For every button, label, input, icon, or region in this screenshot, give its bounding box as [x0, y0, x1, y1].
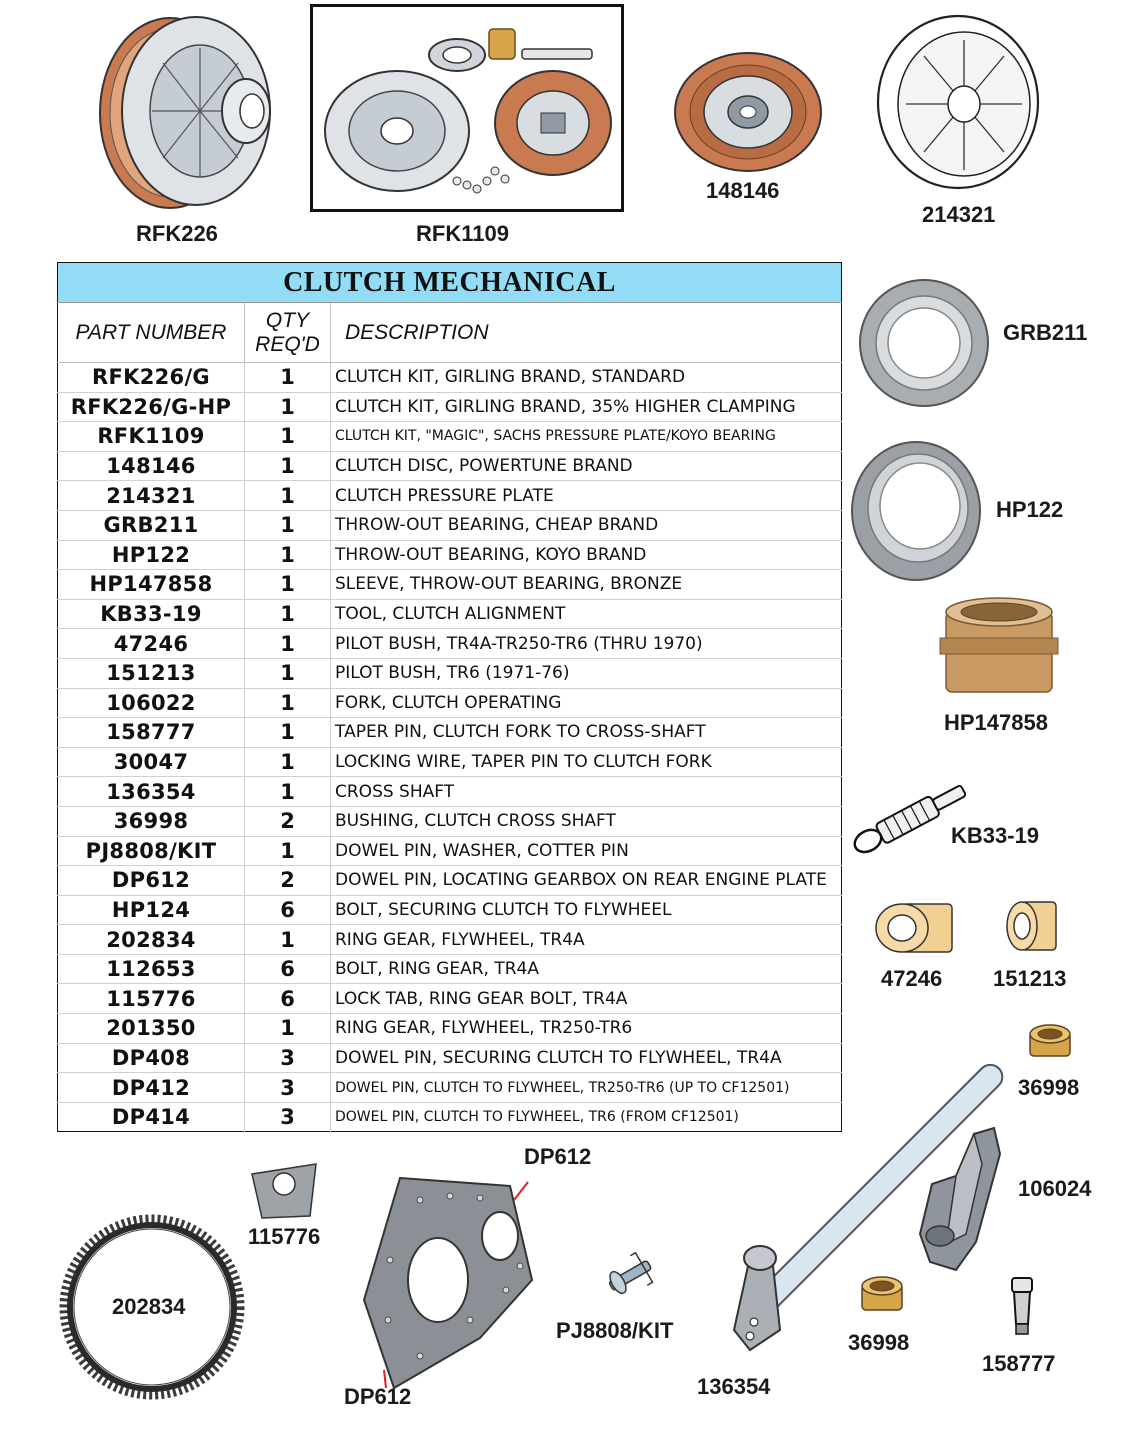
- table-row: [58, 806, 842, 836]
- throwout-bearing-hp122-illustration: [848, 438, 984, 584]
- part-number-cell: 158777: [58, 718, 245, 748]
- pilot-bush-151213-illustration: [1004, 896, 1060, 956]
- table-row: [58, 540, 842, 570]
- qty-cell: 1: [245, 925, 331, 955]
- description-cell: THROW-OUT BEARING, CHEAP BRAND: [331, 510, 842, 540]
- part-number-cell: HP124: [58, 895, 245, 925]
- qty-cell: 6: [245, 984, 331, 1014]
- qty-cell: 3: [245, 1073, 331, 1103]
- table-row: [58, 510, 842, 540]
- bushing-36998-top-illustration: [1024, 1022, 1076, 1062]
- part-number-cell: RFK1109: [58, 422, 245, 452]
- description-cell: RING GEAR, FLYWHEEL, TR4A: [331, 925, 842, 955]
- description-cell: RING GEAR, FLYWHEEL, TR250-TR6: [331, 1014, 842, 1044]
- part-number-cell: HP147858: [58, 570, 245, 600]
- description-cell: BUSHING, CLUTCH CROSS SHAFT: [331, 806, 842, 836]
- label-grb211: GRB211: [1003, 320, 1088, 345]
- description-cell: CLUTCH KIT, GIRLING BRAND, 35% HIGHER CLAMPING: [331, 392, 842, 422]
- qty-cell: 1: [245, 836, 331, 866]
- qty-cell: 1: [245, 777, 331, 807]
- label-158777: 158777: [982, 1351, 1056, 1376]
- label-214321: 214321: [922, 202, 996, 227]
- table-row: [58, 570, 842, 600]
- table-row: [58, 836, 842, 866]
- taper-pin-158777-illustration: [1004, 1272, 1040, 1338]
- label-202834: 202834: [112, 1294, 186, 1319]
- table-row: [58, 747, 842, 777]
- table-row: [58, 866, 842, 896]
- table-row: [58, 925, 842, 955]
- label-36998-top: 36998: [1018, 1075, 1080, 1100]
- pilot-bush-47246-illustration: [872, 898, 958, 958]
- lock-tab-115776-illustration: [248, 1160, 320, 1222]
- qty-cell: 1: [245, 570, 331, 600]
- table-row: [58, 984, 842, 1014]
- part-number-cell: RFK226/G-HP: [58, 392, 245, 422]
- label-148146: 148146: [706, 178, 780, 203]
- qty-cell: 1: [245, 599, 331, 629]
- part-number-cell: DP408: [58, 1043, 245, 1073]
- qty-cell: 1: [245, 481, 331, 511]
- clutch-assembly-rfk226-illustration: [88, 8, 288, 218]
- table-row: [58, 363, 842, 393]
- table-row: [58, 451, 842, 481]
- description-cell: CLUTCH PRESSURE PLATE: [331, 481, 842, 511]
- part-number-cell: HP122: [58, 540, 245, 570]
- column-header-qty: [245, 303, 331, 363]
- description-cell: PILOT BUSH, TR4A-TR250-TR6 (THRU 1970): [331, 629, 842, 659]
- table-row: [58, 688, 842, 718]
- qty-cell: 2: [245, 806, 331, 836]
- part-number-cell: GRB211: [58, 510, 245, 540]
- part-number-cell: DP612: [58, 866, 245, 896]
- description-cell: LOCK TAB, RING GEAR BOLT, TR4A: [331, 984, 842, 1014]
- clutch-mechanical-parts-table: [57, 262, 842, 1132]
- description-cell: DOWEL PIN, WASHER, COTTER PIN: [331, 836, 842, 866]
- description-cell: CROSS SHAFT: [331, 777, 842, 807]
- part-number-cell: 106022: [58, 688, 245, 718]
- part-number-cell: KB33-19: [58, 599, 245, 629]
- description-cell: TAPER PIN, CLUTCH FORK TO CROSS-SHAFT: [331, 718, 842, 748]
- description-cell: PILOT BUSH, TR6 (1971-76): [331, 658, 842, 688]
- part-number-cell: 112653: [58, 954, 245, 984]
- column-header-part-number: PART NUMBER: [58, 303, 245, 363]
- label-36998-bottom: 36998: [848, 1330, 910, 1355]
- label-47246: 47246: [881, 966, 943, 991]
- qty-cell: 1: [245, 422, 331, 452]
- label-106024: 106024: [1018, 1176, 1092, 1201]
- part-number-cell: 202834: [58, 925, 245, 955]
- table-row: [58, 481, 842, 511]
- part-number-cell: 151213: [58, 658, 245, 688]
- description-cell: BOLT, RING GEAR, TR4A: [331, 954, 842, 984]
- qty-cell: 1: [245, 363, 331, 393]
- clutch-disc-148146-illustration: [672, 50, 824, 174]
- description-cell: CLUTCH KIT, "MAGIC", SACHS PRESSURE PLATE/KOYO BEARING: [331, 422, 842, 452]
- description-cell: CLUTCH DISC, POWERTUNE BRAND: [331, 451, 842, 481]
- description-cell: DOWEL PIN, CLUTCH TO FLYWHEEL, TR250-TR6 (UP TO CF12501): [331, 1073, 842, 1103]
- qty-cell: 3: [245, 1102, 331, 1132]
- description-cell: SLEEVE, THROW-OUT BEARING, BRONZE: [331, 570, 842, 600]
- label-rfk1109: RFK1109: [416, 221, 509, 246]
- part-number-cell: RFK226/G: [58, 363, 245, 393]
- table-row: [58, 895, 842, 925]
- part-number-cell: 30047: [58, 747, 245, 777]
- throwout-bearing-grb211-illustration: [856, 276, 992, 410]
- table-row: [58, 629, 842, 659]
- part-number-cell: 136354: [58, 777, 245, 807]
- table-row: [58, 392, 842, 422]
- description-cell: THROW-OUT BEARING, KOYO BRAND: [331, 540, 842, 570]
- engine-plate-illustration: [360, 1170, 536, 1392]
- description-cell: TOOL, CLUTCH ALIGNMENT: [331, 599, 842, 629]
- label-136354: 136354: [697, 1374, 771, 1399]
- label-115776: 115776: [248, 1224, 321, 1249]
- qty-cell: 6: [245, 954, 331, 984]
- qty-cell: 1: [245, 540, 331, 570]
- clutch-kit-rfk1109-illustration: [317, 13, 619, 205]
- qty-header-line2: REQ'D: [255, 332, 320, 356]
- qty-cell: 2: [245, 866, 331, 896]
- table-title: CLUTCH MECHANICAL: [58, 263, 842, 303]
- description-cell: DOWEL PIN, CLUTCH TO FLYWHEEL, TR6 (FROM CF12501): [335, 1109, 739, 1126]
- qty-cell: 1: [245, 451, 331, 481]
- qty-cell: 1: [245, 1014, 331, 1044]
- part-number-cell: 214321: [58, 481, 245, 511]
- part-number-cell: DP414: [58, 1102, 245, 1132]
- qty-cell: 1: [245, 718, 331, 748]
- part-number-cell: PJ8808/KIT: [58, 836, 245, 866]
- description-cell: FORK, CLUTCH OPERATING: [331, 688, 842, 718]
- column-header-description: DESCRIPTION: [331, 303, 842, 363]
- label-151213: 151213: [993, 966, 1067, 991]
- label-hp147858: HP147858: [944, 710, 1048, 735]
- description-cell: LOCKING WIRE, TAPER PIN TO CLUTCH FORK: [331, 747, 842, 777]
- qty-cell: 1: [245, 747, 331, 777]
- parts-table-body: [58, 363, 842, 1132]
- clutch-fork-106024-illustration: [916, 1124, 1008, 1272]
- description-cell: DOWEL PIN, SECURING CLUTCH TO FLYWHEEL, TR4A: [331, 1043, 842, 1073]
- table-row: [58, 718, 842, 748]
- part-number-cell: 36998: [58, 806, 245, 836]
- table-row: [58, 599, 842, 629]
- table-row: [58, 777, 842, 807]
- qty-cell: 1: [245, 392, 331, 422]
- description-cell: CLUTCH KIT, GIRLING BRAND, STANDARD: [331, 363, 842, 393]
- table-row: [58, 954, 842, 984]
- label-hp122: HP122: [996, 497, 1064, 522]
- label-rfk226: RFK226: [136, 221, 218, 246]
- bushing-36998-bottom-illustration: [856, 1274, 908, 1316]
- part-number-cell: 148146: [58, 451, 245, 481]
- qty-cell: 1: [245, 510, 331, 540]
- table-row: [58, 658, 842, 688]
- bronze-sleeve-hp147858-illustration: [938, 592, 1060, 704]
- label-dp612-top: DP612: [524, 1144, 592, 1169]
- description-cell: BOLT, SECURING CLUTCH TO FLYWHEEL: [331, 895, 842, 925]
- qty-header-line1: QTY: [265, 308, 310, 332]
- dowel-pin-kit-pj8808-illustration: [600, 1244, 662, 1306]
- qty-cell: 1: [245, 688, 331, 718]
- qty-cell: 1: [245, 658, 331, 688]
- part-number-cell: 115776: [58, 984, 245, 1014]
- qty-cell: 6: [245, 895, 331, 925]
- description-cell: DOWEL PIN, LOCATING GEARBOX ON REAR ENGINE PLATE: [331, 866, 842, 896]
- label-pj8808: PJ8808/KIT: [556, 1318, 674, 1343]
- pressure-plate-214321-illustration: [872, 10, 1044, 194]
- rfk1109-kit-image-frame: [310, 4, 624, 212]
- part-number-cell: 201350: [58, 1014, 245, 1044]
- part-number-cell: 47246: [58, 629, 245, 659]
- table-row: [58, 422, 842, 452]
- label-dp612-bottom: DP612: [344, 1384, 412, 1409]
- qty-cell: 3: [245, 1043, 331, 1073]
- label-kb3319: KB33-19: [951, 823, 1040, 848]
- part-number-cell: DP412: [58, 1073, 245, 1103]
- qty-cell: 1: [245, 629, 331, 659]
